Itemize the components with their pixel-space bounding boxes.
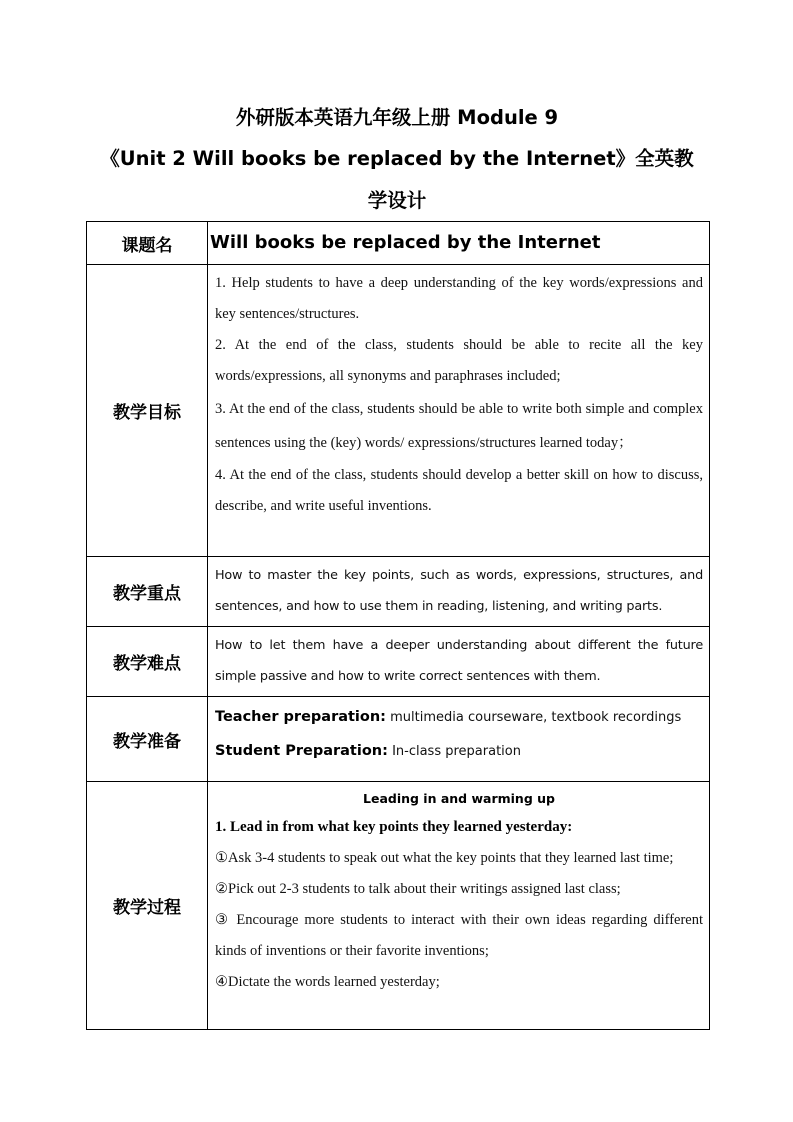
student-preparation-value: In-class preparation bbox=[392, 744, 521, 759]
objective-item: 4. At the end of the class, students should develop a better skill on how to discuss, describe, and write useful inventions. bbox=[215, 467, 703, 514]
process-section-title: Leading in and warming up bbox=[363, 791, 555, 806]
key-points-text: How to master the key points, such as words, expressions, structures, and sentences, and how to use them in reading, listening, and writing parts. bbox=[208, 557, 710, 627]
row-key-points bbox=[87, 557, 710, 627]
objectives-label: 教学目标 bbox=[87, 265, 208, 557]
difficulties-label: 教学难点 bbox=[87, 627, 208, 697]
process-item: ②Pick out 2-3 students to talk about their writings assigned last class; bbox=[215, 881, 621, 897]
row-difficulties bbox=[87, 627, 710, 697]
row-process bbox=[87, 782, 710, 1030]
teacher-preparation-value: multimedia courseware, textbook recordings bbox=[390, 710, 682, 725]
objectives-content bbox=[208, 265, 710, 557]
topic-value: Will books be replaced by the Internet bbox=[208, 222, 710, 265]
teacher-preparation bbox=[215, 700, 703, 734]
objective-item: 3. At the end of the class, students should be able to write both simple and complex sentences using the (key) words/ expressions/structures learned today； bbox=[215, 401, 703, 451]
process-step-title: 1. Lead in from what key points they learned yesterday: bbox=[215, 819, 573, 835]
lesson-plan-table bbox=[86, 221, 710, 1030]
topic-label: 课题名 bbox=[87, 222, 208, 265]
objective-item: 1. Help students to have a deep understanding of the key words/expressions and key sentences/structures. bbox=[215, 275, 703, 322]
row-preparation bbox=[87, 697, 710, 782]
row-topic bbox=[87, 222, 710, 265]
document-title-line-3: 学设计 bbox=[367, 189, 427, 212]
student-preparation bbox=[215, 734, 703, 768]
key-points-label: 教学重点 bbox=[87, 557, 208, 627]
preparation-label: 教学准备 bbox=[87, 697, 208, 782]
process-item: ④Dictate the words learned yesterday; bbox=[215, 974, 440, 990]
process-item: ①Ask 3-4 students to speak out what the key points that they learned last time; bbox=[215, 850, 674, 866]
process-label: 教学过程 bbox=[87, 782, 208, 1030]
objective-item: 2. At the end of the class, students should be able to recite all the key words/expressions, all synonyms and paraphrases included; bbox=[215, 337, 703, 384]
difficulties-text: How to let them have a deeper understanding about different the future simple passive and how to write correct sentences with them. bbox=[208, 627, 710, 697]
preparation-content bbox=[208, 697, 710, 782]
document-title-line-2: 《Unit 2 Will books be replaced by the Internet》全英教 bbox=[100, 147, 694, 170]
teacher-preparation-label: Teacher preparation: bbox=[215, 709, 386, 725]
student-preparation-label: Student Preparation: bbox=[215, 743, 388, 759]
process-item: ③ Encourage more students to interact with their own ideas regarding different kinds of inventions or their favorite inventions; bbox=[215, 912, 703, 959]
document-title-line-1: 外研版本英语九年级上册 Module 9 bbox=[235, 106, 559, 129]
row-objectives bbox=[87, 265, 710, 557]
process-content bbox=[208, 782, 710, 1030]
